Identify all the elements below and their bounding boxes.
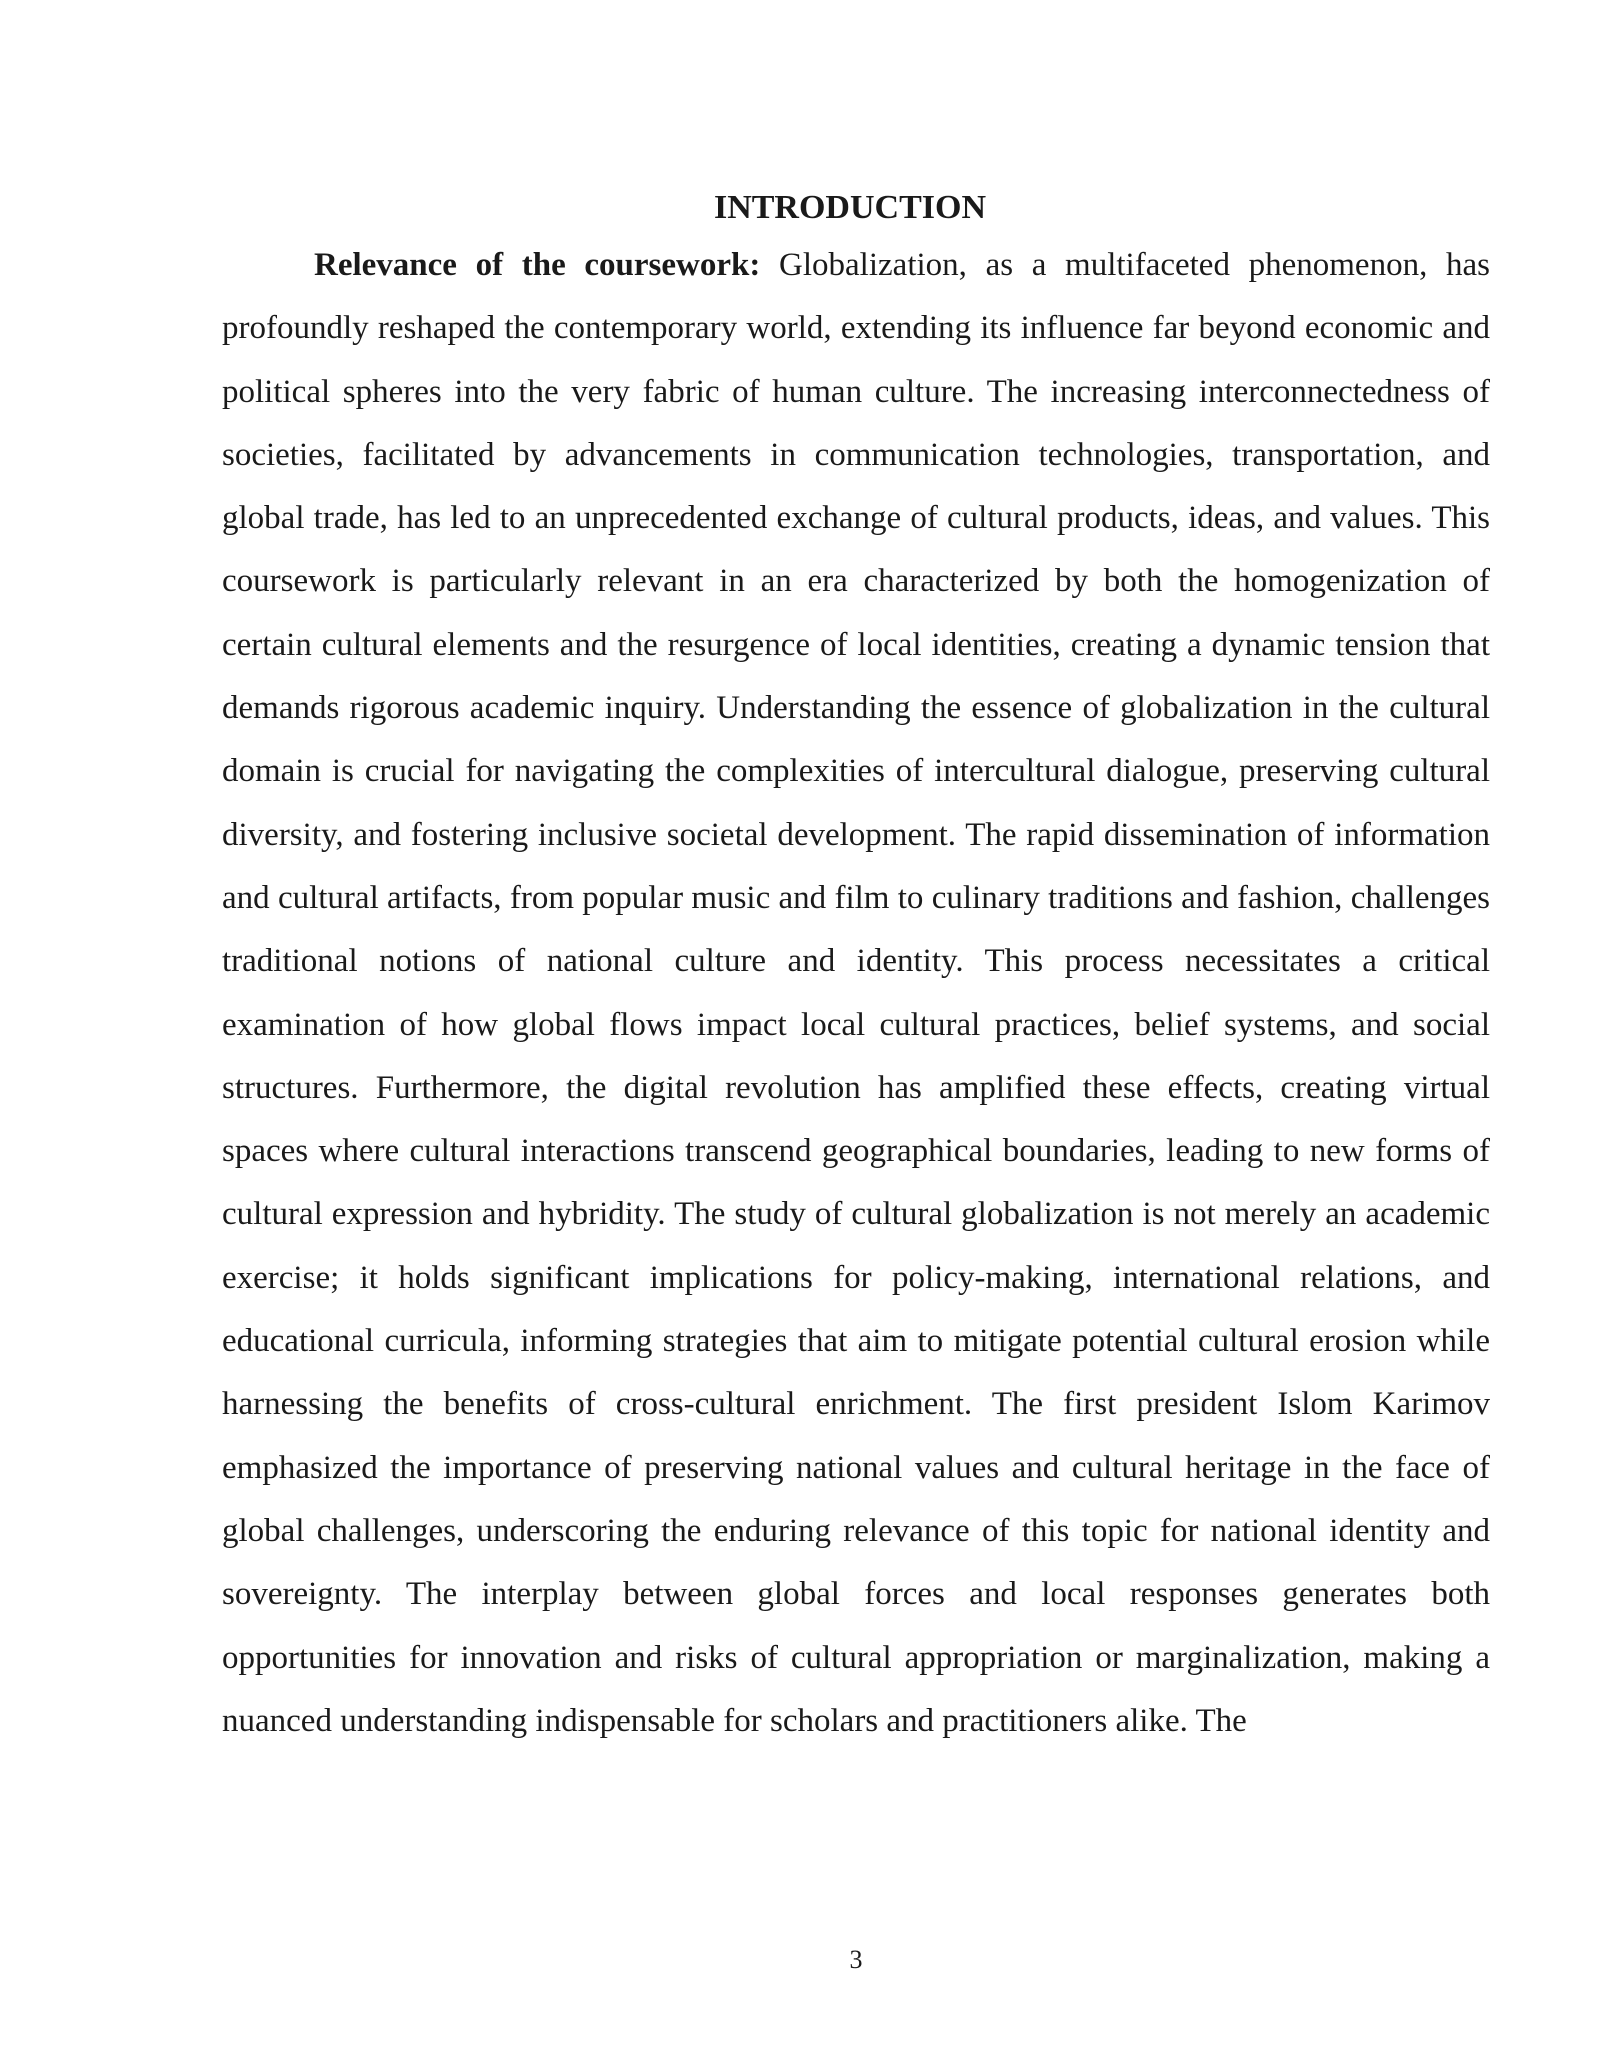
body-paragraph — [222, 234, 1490, 1753]
paragraph-text: Globalization, as a multifaceted phenomenon, has profoundly reshaped the contemporary world, extending its influence far beyond economic and political spheres into the very fabric of human culture. The increasing interconnectedness of societies, facilitated by advancements in communication technologies, transportation, and global trade, has led to an unprecedented exchange of cultural products, ideas, and values. This coursework is particularly relevant in an era characterized by both the homogenization of certain cultural elements and the resurgence of local identities, creating a dynamic tension that demands rigorous academic inquiry. Understanding the essence of globalization in the cultural domain is crucial for navigating the complexities of intercultural dialogue, preserving cultural diversity, and fostering inclusive societal development. The rapid dissemination of information and cultural artifacts, from popular music and film to culinary traditions and fashion, challenges traditional notions of national culture and identity. This process necessitates a critical examination of how global flows impact local cultural practices, belief systems, and social structures. Furthermore, the digital revolution has amplified these effects, creating virtual spaces where cultural interactions transcend geographical boundaries, leading to new forms of cultural expression and hybridity. The study of cultural globalization is not merely an academic exercise; it holds significant implications for policy-making, international relations, and educational curricula, informing strategies that aim to mitigate potential cultural erosion while harnessing the benefits of cross-cultural enrichment. The first president Islom Karimov emphasized the importance of preserving national values and cultural heritage in the face of global challenges, underscoring the enduring relevance of this topic for national identity and sovereignty. The interplay between global forces and local responses generates both opportunities for innovation and risks of cultural appropriation or marginalization, making a nuanced understanding indispensable for scholars and practitioners alike. The — [222, 247, 1490, 1739]
section-heading: INTRODUCTION — [713, 189, 987, 226]
paragraph-lead: Relevance of the coursework: — [314, 247, 761, 283]
page-number: 3 — [849, 1945, 863, 1974]
